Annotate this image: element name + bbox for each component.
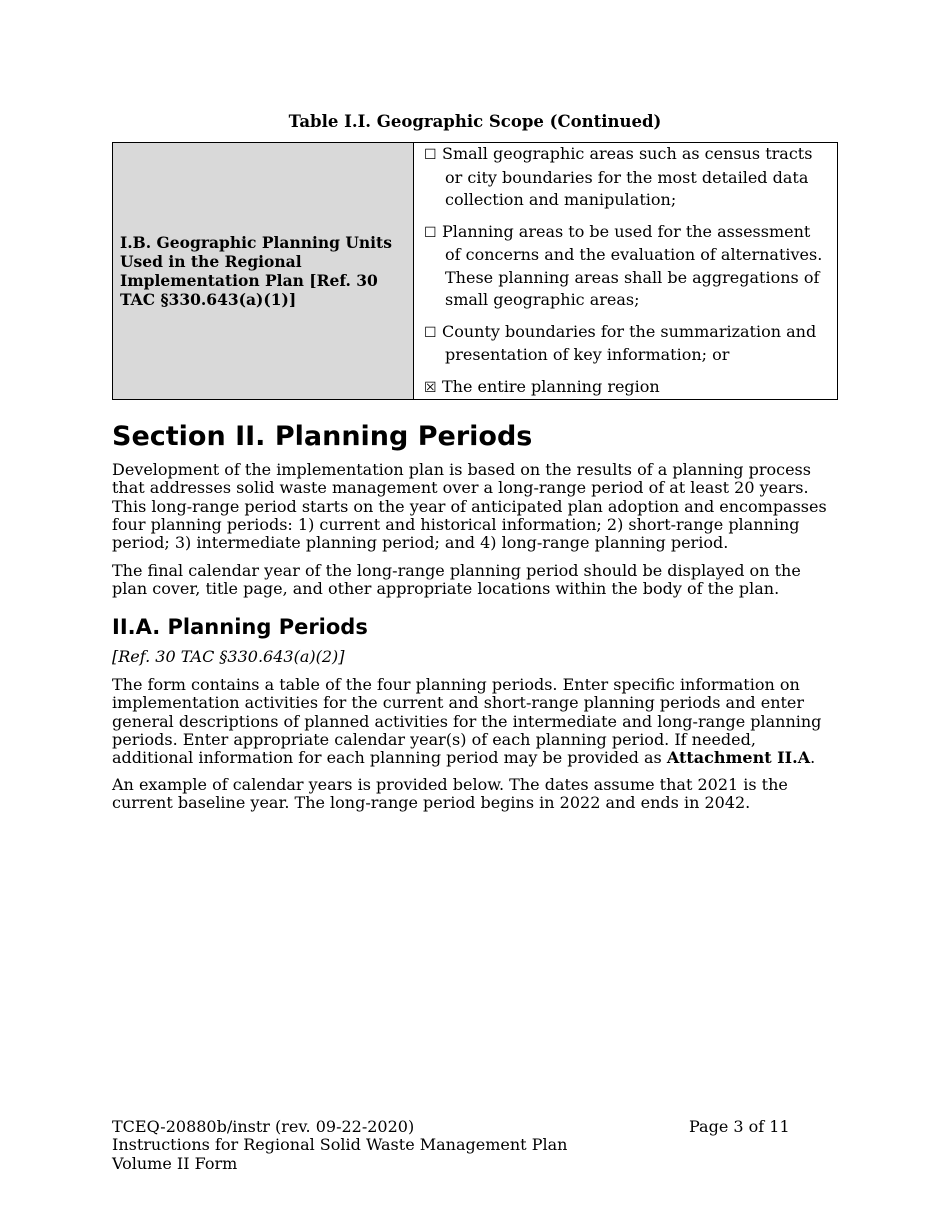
checkbox-unchecked-icon[interactable]: ☐ xyxy=(424,224,437,241)
table-options-cell xyxy=(414,143,838,400)
footer-left xyxy=(112,1118,567,1173)
paragraph-end: . xyxy=(810,748,816,768)
option-county-boundaries xyxy=(422,321,829,367)
table-row xyxy=(113,143,838,400)
footer-page-number: Page 3 of 11 xyxy=(689,1117,790,1136)
checkbox-unchecked-icon[interactable]: ☐ xyxy=(424,324,437,341)
footer-form-id: TCEQ-20880b/instr (rev. 09-22-2020) xyxy=(112,1117,415,1136)
checkbox-unchecked-icon[interactable]: ☐ xyxy=(424,147,437,163)
footer-title-line-1: Instructions for Regional Solid Waste Management Plan xyxy=(112,1135,568,1155)
table-label-cell xyxy=(113,143,414,400)
option-small-geographic-areas xyxy=(422,143,829,212)
subsection-paragraph-2: An example of calendar years is provided below. The dates assume that 2021 is the current baseline year. The long-range period begins in 2022 and ends in 2042. xyxy=(112,775,788,813)
subsection-paragraph-1 xyxy=(112,676,838,767)
option-label: County boundaries for the summarization and presentation of key information; or xyxy=(442,321,817,364)
option-planning-areas xyxy=(422,221,829,312)
planning-units-label: I.B. Geographic Planning Units Used in the Regional Implementation Plan [Ref. 30 TAC §330.643(a)(1)] xyxy=(120,233,392,309)
section-paragraph-2: The final calendar year of the long-range planning period should be displayed on the plan cover, title page, and other appropriate locations within the body of the plan. xyxy=(112,561,801,599)
paragraph-text: The form contains a table of the four planning periods. Enter specific information on implementation activities for the current and short-range planning periods and enter general descriptions of planned activities for the intermediate and long-range planning periods. Enter appropriate calendar year(s) of each planning period. If needed, additional information for each planning period may be provided as xyxy=(112,675,822,768)
section-paragraph-1: Development of the implementation plan is based on the results of a planning process that addresses solid waste management over a long-range period of at least 20 years. This long-range period starts on the year of anticipated plan adoption and encompasses four planning periods: 1) current and historical information; 2) short-range planning period; 3) intermediate planning period; and 4) long-range planning period. xyxy=(112,460,827,553)
section-heading: Section II. Planning Periods xyxy=(112,421,533,452)
option-label: Planning areas to be used for the assessment of concerns and the evaluation of alternatives. These planning areas shall be aggregations of small geographic areas; xyxy=(442,221,823,309)
options-list xyxy=(414,143,837,399)
attachment-reference: Attachment II.A xyxy=(666,748,811,768)
geographic-scope-table xyxy=(112,142,838,400)
option-label: Small geographic areas such as census tracts or city boundaries for the most detailed data collection and manipulation; xyxy=(442,144,813,209)
option-label: The entire planning region xyxy=(442,376,660,396)
table-caption: Table I.I. Geographic Scope (Continued) xyxy=(288,112,662,131)
subsection-reference: [Ref. 30 TAC §330.643(a)(2)] xyxy=(112,647,345,666)
option-entire-planning-region xyxy=(422,376,829,400)
subsection-heading: II.A. Planning Periods xyxy=(112,615,368,639)
footer-title-line-2: Volume II Form xyxy=(112,1153,238,1173)
checkbox-checked-icon[interactable]: ☒ xyxy=(424,379,437,396)
